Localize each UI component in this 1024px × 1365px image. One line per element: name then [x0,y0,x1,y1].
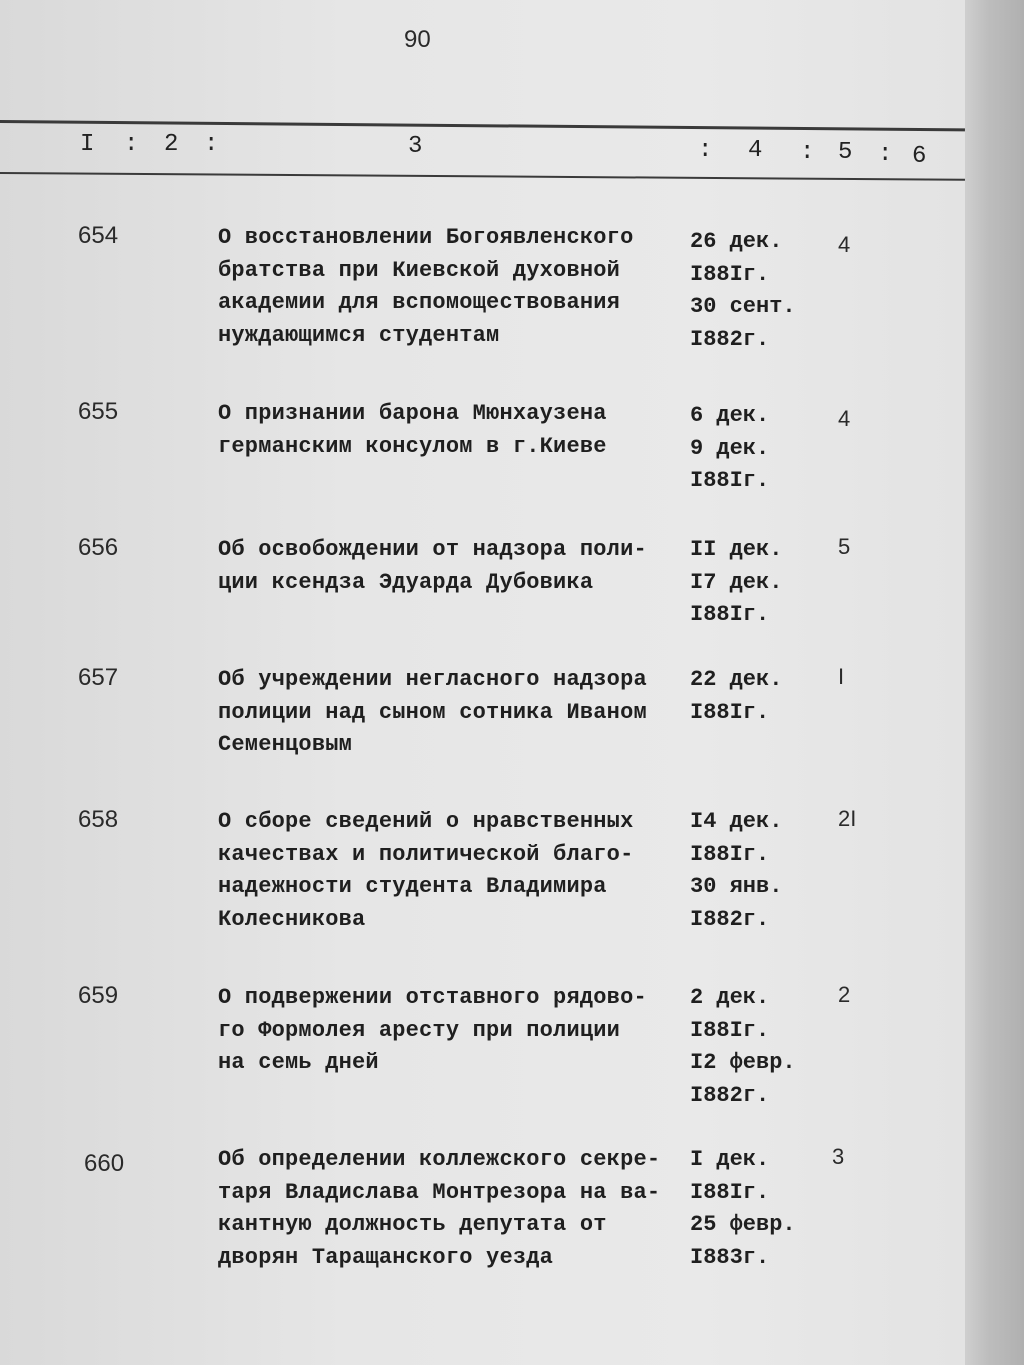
entry-dates: II дек. I7 дек. I88Iг. [690,537,783,627]
entry-dates: 26 дек. I88Iг. 30 сент. I882г. [690,229,796,352]
entry-sheet-count: 4 [838,406,851,431]
column-header-5: 5 [838,139,853,166]
column-header-2: 2 [164,131,179,158]
entry-sheet-count: 2I [838,806,857,831]
entry-description: О подвержении отставного рядово- го Формолея аресту при полиции на семь дней [218,985,647,1075]
column-header-4: 4 [748,137,763,164]
column-header-6: 6 [912,143,927,170]
entry-sheet-count: 4 [838,232,851,257]
entry-description: О восстановлении Богоявленского братства при Киевской духовной академии для вспомоществования нуждающимся студентам [218,225,634,348]
entry-description: Об определении коллежского секре- таря Владислава Монтрезора на ва- кантную должность депутата от дворян Таращанского уезда [218,1147,661,1270]
page-edge-shadow [965,0,1024,1365]
entry-number: 660 [84,1150,125,1177]
entry-number: 654 [78,222,119,249]
column-separator: : [204,131,219,158]
column-separator: : [124,131,139,158]
entry-sheet-count: 2 [838,982,851,1007]
entry-number: 656 [78,534,119,561]
column-header-row [0,131,960,170]
entry-dates: 6 дек. 9 дек. I88Iг. [690,403,770,493]
entry-dates: 22 дек. I88Iг. [690,667,783,725]
column-separator: : [800,139,815,166]
column-separator: : [698,137,713,164]
entry-description: Об учреждении негласного надзора полиции над сыном сотника Иваном Семенцовым [218,667,647,757]
column-separator: : [878,141,893,168]
entry-number: 659 [78,982,119,1009]
entry-sheet-count: I [838,664,845,689]
entry-dates: I4 дек. I88Iг. 30 янв. I882г. [690,809,783,932]
entry-sheet-count: 3 [832,1144,845,1169]
page-number: 90 [404,26,431,53]
entry-description: Об освобождении от надзора поли- ции ксендза Эдуарда Дубовика [218,537,647,595]
column-header-3: 3 [408,133,423,160]
column-header-1: I [80,131,95,158]
entry-number: 657 [78,664,119,691]
entry-dates: I дек. I88Iг. 25 февр. I883г. [690,1147,796,1270]
entry-dates: 2 дек. I88Iг. I2 февр. I882г. [690,985,796,1108]
entry-description: О сборе сведений о нравственных качествах и политической благо- надежности студента Владимира Колесникова [218,809,634,932]
entry-number: 658 [78,806,119,833]
entry-number: 655 [78,398,119,425]
entry-sheet-count: 5 [838,534,851,559]
entry-description: О признании барона Мюнхаузена германским консулом в г.Киеве [218,401,607,459]
